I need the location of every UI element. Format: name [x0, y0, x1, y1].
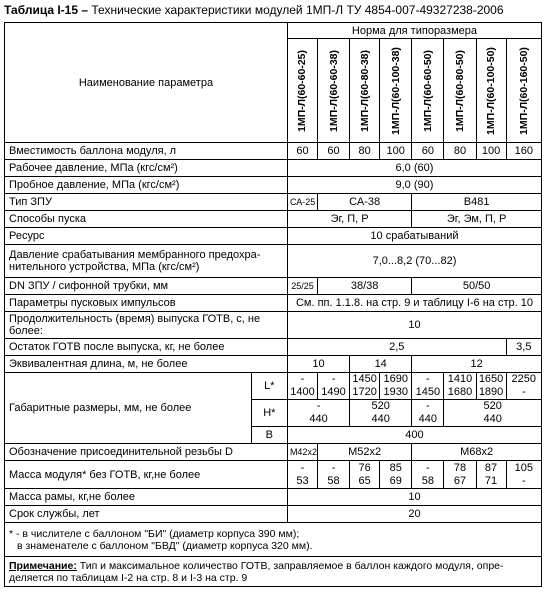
volume-value-8: 160 — [506, 143, 541, 160]
mass-value-1: - 53 — [287, 461, 317, 489]
row-label-zpu-type: Тип ЗПУ — [5, 194, 288, 211]
table-caption — [4, 3, 504, 17]
membrane-label-line-2: нительного устройства, МПа (кгс/см²) — [9, 261, 200, 273]
duration-value: 10 — [287, 312, 541, 339]
model-header-6: 1МП-Л(60-80-50) — [444, 39, 476, 143]
mass-value-5: - 58 — [412, 461, 444, 489]
thread-value-3: М68х2 — [412, 444, 542, 461]
volume-value-4: 100 — [380, 143, 412, 160]
dims-l-value-7: 1650 1890 — [476, 373, 506, 400]
volume-value-3: 80 — [350, 143, 380, 160]
dims-l-value-5: - 1450 — [412, 373, 444, 400]
duration-label-line-1: Продолжительность (время) выпуска ГОТВ, с, не — [9, 313, 261, 325]
model-header-7: 1МП-Л(60-100-50) — [476, 39, 506, 143]
dn-value-1: 25/25 — [287, 278, 317, 295]
dims-l-label: L* — [251, 373, 287, 400]
row-label-thread: Обозначение присоединительной резьбы D — [5, 444, 288, 461]
note — [5, 557, 542, 587]
row-label-start: Способы пуска — [5, 211, 288, 228]
mass-value-6: 78 67 — [444, 461, 476, 489]
dims-h-value-4: 520 440 — [444, 400, 542, 427]
caption-label: Таблица I-15 – — [4, 3, 89, 17]
resource-value: 10 срабатываний — [287, 228, 541, 245]
frame-mass-value: 10 — [287, 489, 541, 506]
row-label-membrane — [5, 245, 288, 278]
dims-l-value-3: 1450 1720 — [350, 373, 380, 400]
row-label-service: Срок службы, лет — [5, 506, 288, 523]
row-label-test-pressure: Пробное давление, МПа (кгс/см²) — [5, 177, 288, 194]
mass-value-4: 85 69 — [380, 461, 412, 489]
model-header-1: 1МП-Л(60-60-25) — [287, 39, 317, 143]
volume-value-5: 60 — [412, 143, 444, 160]
row-label-dn: DN ЗПУ / сифонной трубки, мм — [5, 278, 288, 295]
note-text-line-2: деляется по таблицам I-2 на стр. 8 и I-3 на стр. 9 — [9, 571, 248, 584]
dims-h-value-1: - 440 — [287, 400, 349, 427]
footnote — [5, 523, 542, 557]
equiv-value-3: 12 — [412, 356, 542, 373]
dn-value-3: 50/50 — [412, 278, 542, 295]
note-text-line-1: Тип и максимальное количество ГОТВ, заправляемое в баллон каждого модуля, опре- — [76, 559, 504, 572]
model-header-3: 1МП-Л(60-80-38) — [350, 39, 380, 143]
dims-l-value-6: 1410 1680 — [444, 373, 476, 400]
thread-value-2: М52х2 — [317, 444, 411, 461]
row-label-duration — [5, 312, 288, 339]
row-label-resource: Ресурс — [5, 228, 288, 245]
thread-value-1: М42х2 — [287, 444, 317, 461]
start-value-1: Эг, П, Р — [287, 211, 411, 228]
equiv-value-2: 14 — [350, 356, 412, 373]
dims-b-label: B — [251, 427, 287, 444]
row-label-work-pressure: Рабочее давление, МПа (кгс/см²) — [5, 160, 288, 177]
membrane-value: 7,0...8,2 (70...82) — [287, 245, 541, 278]
model-header-8: 1МП-Л(60-160-50) — [506, 39, 541, 143]
test-pressure-value: 9,0 (90) — [287, 177, 541, 194]
row-label-dims: Габаритные размеры, мм, не более — [5, 373, 252, 444]
row-label-impulses: Параметры пусковых импульсов — [5, 295, 288, 312]
dims-h-value-3: - 440 — [412, 400, 444, 427]
mass-value-8: 105 - — [506, 461, 541, 489]
residue-value-2: 3,5 — [506, 339, 541, 356]
footnote-line-2: в знаменателе с баллоном "БВД" (диаметр корпуса 320 мм). — [17, 539, 313, 552]
start-value-2: Эг, Эм, П, Р — [412, 211, 542, 228]
mass-value-2: - 58 — [317, 461, 349, 489]
dims-l-value-1: - 1400 — [287, 373, 317, 400]
zpu-type-value-3: В481 — [412, 194, 542, 211]
volume-value-1: 60 — [287, 143, 317, 160]
membrane-label-line-1: Давление срабатывания мембранного предохра- — [9, 249, 261, 261]
dims-h-label: H* — [251, 400, 287, 427]
row-label-equiv: Эквивалентная длина, м, не более — [5, 356, 288, 373]
volume-value-6: 80 — [444, 143, 476, 160]
row-label-residue: Остаток ГОТВ после выпуска, кг, не более — [5, 339, 288, 356]
dims-b-value: 400 — [287, 427, 541, 444]
residue-value-1: 2,5 — [287, 339, 506, 356]
dims-l-value-4: 1690 1930 — [380, 373, 412, 400]
param-name-header: Наименование параметра — [5, 23, 288, 143]
zpu-type-value-1: СА-25 — [287, 194, 317, 211]
work-pressure-value: 6,0 (60) — [287, 160, 541, 177]
dims-h-value-2: 520 440 — [350, 400, 412, 427]
zpu-type-value-2: СА-38 — [317, 194, 411, 211]
equiv-value-1: 10 — [287, 356, 349, 373]
dims-l-value-8: 2250 - — [506, 373, 541, 400]
note-label: Примечание: — [9, 559, 77, 572]
volume-value-7: 100 — [476, 143, 506, 160]
footnote-line-1: * - в числителе с баллоном "БИ" (диаметр корпуса 390 мм); — [9, 527, 300, 540]
model-header-2: 1МП-Л(60-60-38) — [317, 39, 349, 143]
norm-header: Норма для типоразмера — [287, 23, 541, 39]
spec-table — [4, 22, 542, 587]
service-value: 20 — [287, 506, 541, 523]
model-header-4: 1МП-Л(60-100-38) — [380, 39, 412, 143]
dn-value-2: 38/38 — [317, 278, 411, 295]
row-label-frame-mass: Масса рамы, кг,не более — [5, 489, 288, 506]
model-header-5: 1МП-Л(60-60-50) — [412, 39, 444, 143]
volume-value-2: 60 — [317, 143, 349, 160]
row-label-volume: Вместимость баллона модуля, л — [5, 143, 288, 160]
row-label-mass: Масса модуля* без ГОТВ, кг,не более — [5, 461, 288, 489]
dims-l-value-2: - 1490 — [317, 373, 349, 400]
caption-text: Технические характеристики модулей 1МП-Л ТУ 4854-007-49327238-2006 — [91, 3, 504, 17]
mass-value-3: 76 65 — [350, 461, 380, 489]
impulses-value: См. пп. 1.1.8. на стр. 9 и таблицу I-6 на стр. 10 — [287, 295, 541, 312]
duration-label-line-2: более: — [9, 325, 43, 337]
mass-value-7: 87 71 — [476, 461, 506, 489]
